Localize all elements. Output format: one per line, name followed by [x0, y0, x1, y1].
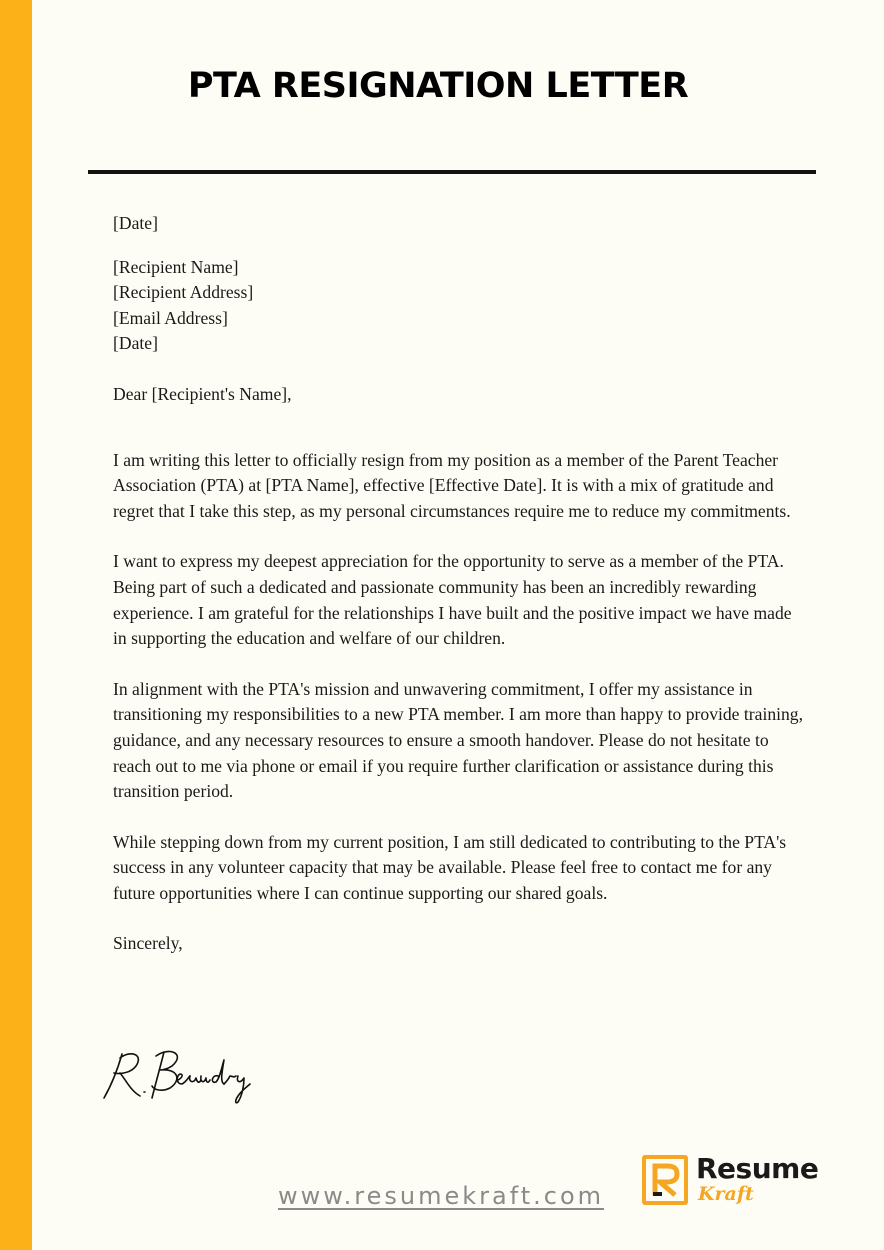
resumekraft-logo [642, 1152, 832, 1209]
salutation: Dear [Recipient's Name], [113, 383, 292, 404]
paragraph-2: I want to express my deepest appreciation for the opportunity to serve as a member of the PTA. Being part of such a dedicated and passionate community has been an incredibly rewarding experience. I am grateful for the relationships I have built and the positive impact we have made in supporting the education and welfare of our children. [113, 551, 792, 649]
letter-date: [Date] [113, 213, 158, 233]
closing: Sincerely, [113, 933, 183, 954]
handwritten-signature [100, 1046, 270, 1106]
recipient-email: [Email Address] [113, 307, 228, 328]
website-link[interactable]: www.resumekraft.com [277, 1182, 605, 1210]
logo-mark-icon [642, 1155, 688, 1205]
recipient-date: [Date] [113, 333, 158, 354]
paragraph-1: I am writing this letter to officially resign from my position as a member of the Parent Teacher Association (PTA) at [PTA Name], effective [Effective Date]. It is with a mix of gratitude and regret that I take this step, as my personal circumstances require me to reduce my commitments. [113, 449, 791, 521]
page-title: PTA RESIGNATION LETTER [187, 66, 689, 106]
logo-word-resume: Resume [696, 1152, 819, 1185]
accent-side-bar [0, 0, 32, 1250]
title-divider [88, 170, 816, 174]
recipient-name: [Recipient Name] [113, 256, 239, 277]
letter-body [113, 211, 803, 957]
paragraph-4: While stepping down from my current position, I am still dedicated to contributing to the PTA's success in any volunteer capacity that may be available. Please feel free to contact me for any future opportunities where I can continue supporting our shared goals. [113, 831, 787, 903]
paragraph-3: In alignment with the PTA's mission and unwavering commitment, I offer my assistance in transitioning my responsibilities to a new PTA member. I am more than happy to provide training, guidance, and any necessary resources to ensure a smooth handover. Please do not hesitate to reach out to me via phone or email if you require further clarification or assistance during this transition period. [113, 678, 804, 802]
recipient-address: [Recipient Address] [113, 282, 254, 303]
logo-word-kraft: Kraft [698, 1183, 754, 1205]
